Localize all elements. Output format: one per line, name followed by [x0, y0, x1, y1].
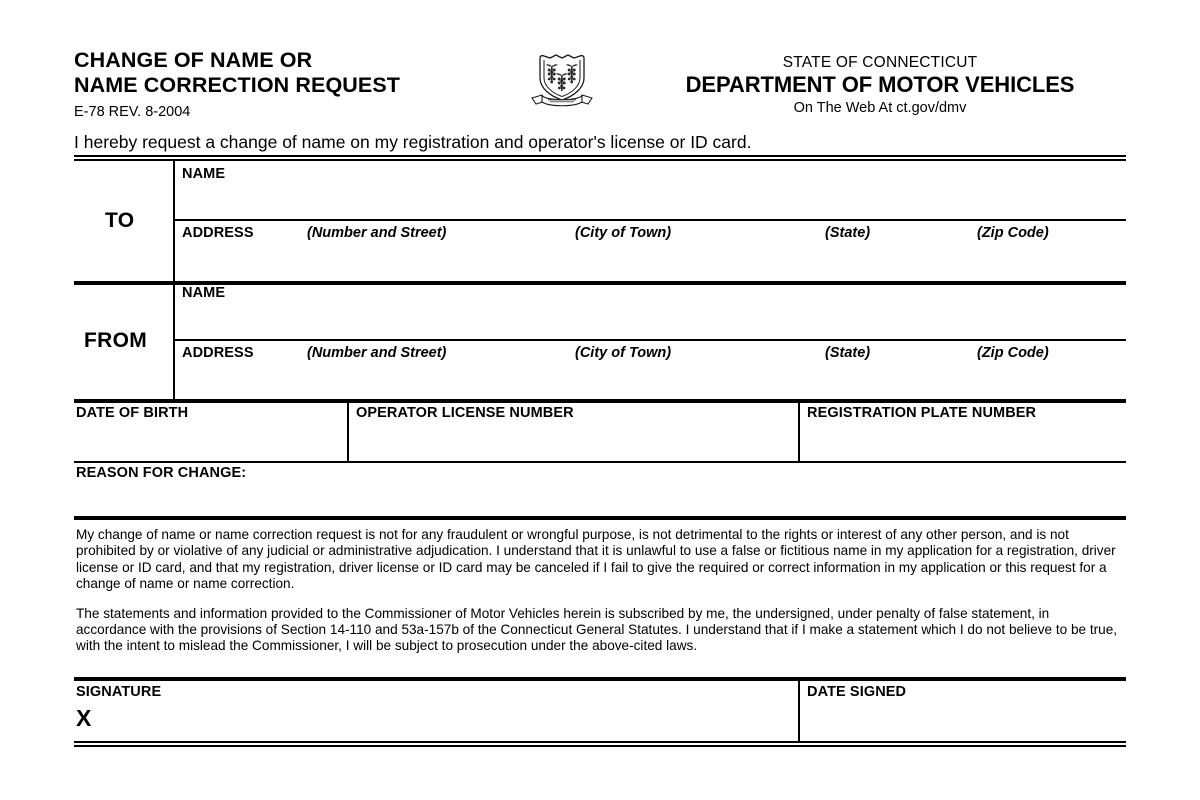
- signature-label: SIGNATURE: [76, 684, 162, 700]
- from-block-side-divider: [173, 285, 175, 401]
- id-row-divider-1: [347, 403, 349, 461]
- from-address-sub-state: (State): [825, 345, 871, 361]
- reason-bottom-rule: [74, 516, 1126, 520]
- signature-x-mark: X: [76, 705, 92, 731]
- from-name-rule: [173, 339, 1126, 341]
- date-of-birth-label: DATE OF BIRTH: [76, 405, 189, 421]
- from-block-label: FROM: [84, 329, 148, 352]
- to-name-label: NAME: [182, 166, 226, 182]
- to-address-sub-state: (State): [825, 225, 871, 241]
- form-header: [74, 0, 1126, 120]
- from-address-sub-city: (City of Town): [575, 345, 672, 361]
- form-title-line-1: CHANGE OF NAME OR: [74, 48, 313, 72]
- form-title-line-2: NAME CORRECTION REQUEST: [74, 73, 401, 97]
- from-id-separator-rule: [74, 399, 1126, 403]
- statement-rule-upper: [74, 155, 1126, 157]
- from-address-sub-number-street: (Number and Street): [307, 345, 447, 361]
- legal-statements: [76, 527, 1122, 655]
- request-statement: I hereby request a change of name on my registration and operator's license or ID card.: [74, 132, 752, 152]
- registration-plate-number-label: REGISTRATION PLATE NUMBER: [807, 405, 1037, 421]
- id-row-divider-2: [798, 403, 800, 461]
- from-address-label: ADDRESS: [182, 345, 254, 361]
- to-address-sub-zip: (Zip Code): [977, 225, 1049, 241]
- signature-row-divider: [798, 681, 800, 741]
- to-block-label: TO: [105, 209, 135, 232]
- agency-website: On The Web At ct.gov/dmv: [793, 100, 967, 116]
- legal-paragraph-2: The statements and information provided to the Commissioner of Motor Vehicles herein is subscribed by me, the undersigned, under penalty of false statement, in accordance with the provisions of Section 14-110 and 53a-157b of the Connecticut General Statutes. I understand that if I make a statement which I do not believe to be true, with the intent to mislead the Commissioner, I will be subject to prosecution under the above-cited laws.: [76, 605, 1118, 654]
- date-signed-label: DATE SIGNED: [807, 684, 907, 700]
- reason-for-change-label: REASON FOR CHANGE:: [76, 465, 247, 481]
- operator-license-number-label: OPERATOR LICENSE NUMBER: [356, 405, 574, 421]
- to-address-sub-city: (City of Town): [575, 225, 672, 241]
- from-address-sub-zip: (Zip Code): [977, 345, 1049, 361]
- agency-state-name: STATE OF CONNECTICUT: [782, 54, 978, 71]
- id-row-bottom-rule: [74, 461, 1126, 463]
- signature-bottom-rule-lower: [74, 745, 1126, 747]
- signature-bottom-rule-upper: [74, 741, 1126, 743]
- to-block-side-divider: [173, 161, 175, 281]
- to-address-label: ADDRESS: [182, 225, 254, 241]
- form-page: [74, 0, 1126, 800]
- from-name-label: NAME: [182, 285, 226, 301]
- statement-rule-lower: [74, 159, 1126, 161]
- signature-top-rule: [74, 677, 1126, 681]
- connecticut-state-seal-icon: [526, 52, 598, 110]
- form-title-block: [74, 48, 400, 121]
- agency-department-name: DEPARTMENT OF MOTOR VEHICLES: [685, 72, 1075, 97]
- to-name-rule: [173, 219, 1126, 221]
- form-revision-number: E-78 REV. 8-2004: [74, 104, 191, 120]
- agency-identification-block: [634, 54, 1126, 117]
- legal-paragraph-1: My change of name or name correction request is not for any fraudulent or wrongful purpose, is not detrimental to the rights or interest of any other person, and is not prohibited by or violative of any judicial or administrative adjudication. I understand that it is unlawful to use a false or fictitious name in my application for a registration, driver license or ID card, and that my registration, driver license or ID card may be canceled if I fail to give the required or correct information in my application or this request for a change of name or name correction.: [76, 527, 1116, 592]
- to-address-sub-number-street: (Number and Street): [307, 225, 447, 241]
- to-from-separator-rule: [74, 281, 1126, 285]
